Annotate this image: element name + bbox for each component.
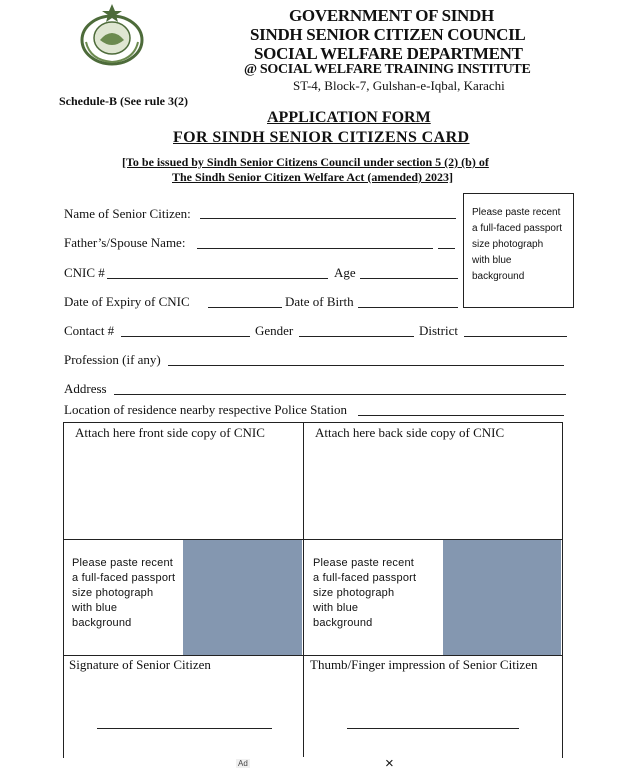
photo-instruction-right: Please paste recent a full-faced passport size photograph with blue background bbox=[313, 557, 417, 629]
cnic-expiry-input-line[interactable] bbox=[208, 307, 282, 308]
photo-box-top bbox=[463, 193, 574, 308]
attach-front-cnic-label: Attach here front side copy of CNIC bbox=[75, 425, 265, 440]
photo-placeholder-right bbox=[443, 540, 561, 655]
location-label: Location of residence nearby respective Police Station bbox=[64, 402, 348, 417]
profession-label: Profession (if any) bbox=[64, 352, 161, 367]
signature-line[interactable] bbox=[97, 728, 272, 729]
profession-input-line[interactable] bbox=[168, 365, 564, 366]
thumb-impression-label: Thumb/Finger impression of Senior Citizen bbox=[310, 657, 538, 672]
age-label: Age bbox=[334, 265, 356, 280]
attach-front-cnic-area[interactable] bbox=[64, 442, 302, 538]
gender-label: Gender bbox=[255, 323, 294, 338]
age-input-line[interactable] bbox=[360, 278, 458, 279]
issued-by-note-1: [To be issued by Sindh Senior Citizens Council under section 5 (2) (b) of bbox=[122, 155, 489, 169]
form-title: APPLICATION FORM bbox=[267, 109, 431, 126]
address-label: Address bbox=[64, 381, 107, 396]
name-label: Name of Senior Citizen: bbox=[64, 206, 191, 221]
ad-label: Ad bbox=[238, 759, 248, 768]
location-input-line[interactable] bbox=[358, 415, 564, 416]
father-spouse-input-line[interactable] bbox=[197, 248, 433, 249]
header-government: GOVERNMENT OF SINDH bbox=[289, 6, 494, 25]
header-department: SOCIAL WELFARE DEPARTMENT bbox=[254, 44, 523, 63]
name-input-line[interactable] bbox=[200, 218, 456, 219]
attach-back-cnic-label: Attach here back side copy of CNIC bbox=[315, 425, 505, 440]
dob-input-line[interactable] bbox=[358, 307, 458, 308]
photo-instruction-top: Please paste recent a full-faced passport size photograph with blue background bbox=[472, 207, 563, 282]
attach-back-cnic-area[interactable] bbox=[304, 442, 561, 538]
father-spouse-input-line-extra[interactable] bbox=[438, 248, 455, 249]
address-input-line[interactable] bbox=[114, 394, 566, 395]
cnic-label: CNIC # bbox=[64, 265, 105, 280]
district-label: District bbox=[419, 323, 458, 338]
header-council: SINDH SENIOR CITIZEN COUNCIL bbox=[250, 25, 526, 44]
district-input-line[interactable] bbox=[464, 336, 567, 337]
contact-label: Contact # bbox=[64, 323, 115, 338]
header-institute: @ SOCIAL WELFARE TRAINING INSTITUTE bbox=[244, 62, 531, 77]
cnic-expiry-label: Date of Expiry of CNIC bbox=[64, 294, 190, 309]
issued-by-note-2: The Sindh Senior Citizen Welfare Act (amended) 2023] bbox=[172, 170, 454, 184]
schedule-label: Schedule-B (See rule 3(2) bbox=[59, 94, 188, 108]
gender-input-line[interactable] bbox=[299, 336, 414, 337]
close-ad-icon[interactable]: × bbox=[385, 755, 394, 772]
form-subtitle: FOR SINDH SENIOR CITIZENS CARD bbox=[173, 129, 470, 146]
contact-input-line[interactable] bbox=[121, 336, 250, 337]
father-spouse-label: Father’s/Spouse Name: bbox=[64, 235, 186, 250]
header-address: ST-4, Block-7, Gulshan-e-Iqbal, Karachi bbox=[293, 78, 505, 93]
grid-row-divider-2 bbox=[63, 655, 562, 656]
signature-label: Signature of Senior Citizen bbox=[69, 657, 211, 672]
photo-instruction-left: Please paste recent a full-faced passport size photograph with blue background bbox=[72, 557, 176, 629]
dob-label: Date of Birth bbox=[285, 294, 354, 309]
cnic-input-line[interactable] bbox=[107, 278, 328, 279]
photo-placeholder-left bbox=[183, 540, 302, 655]
sindh-government-emblem bbox=[76, 2, 148, 68]
thumb-impression-line[interactable] bbox=[347, 728, 519, 729]
